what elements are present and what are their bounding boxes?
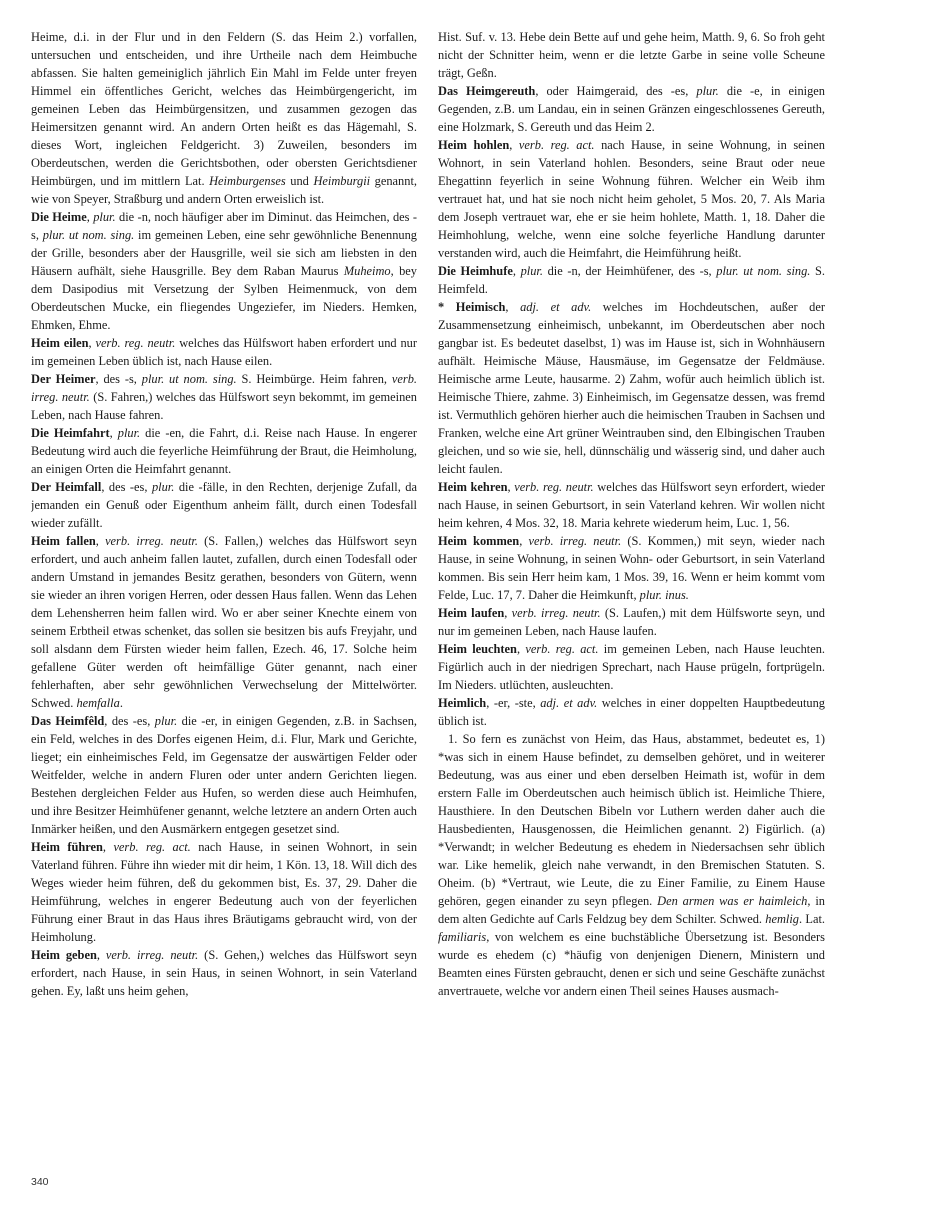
italic-term: familiaris: [438, 930, 487, 944]
italic-term: Heimburgii: [313, 174, 371, 188]
entry-text: (S. Fahren,) welches das Hülfswort seyn bekommt, im gemeinen Leben, nach Hause fahren.: [31, 390, 417, 422]
entry-text: , oder Haimgeraid, des -es,: [535, 84, 697, 98]
entry-text: ,: [516, 642, 526, 656]
entry-text: ,: [86, 210, 94, 224]
entry-headword: Heim kommen: [438, 534, 520, 548]
dictionary-entry: [438, 694, 825, 730]
entry-text: die -n, der Heimhüfener, des -s,: [542, 264, 717, 278]
grammar-note: verb. irreg. neutr.: [105, 534, 198, 548]
grammar-note: verb. reg. act.: [518, 138, 595, 152]
left-column: [31, 28, 417, 1178]
entry-text: die -er, in einigen Gegenden, z.B. in Sachsen, ein Feld, welches in des Dorfes eigenen Heim, d.i. Flur, Mark und Gerichte, lieget; ein einheimisches Feld, im Gegensatze der auswärtigen Felder oder Weitfelder, welche in andern Fluren oder unter andern Gerichten liegen. Bestehen dergleichen Felder aus Hufen, so werden diese auch Heimhufen, und ihre Besitzer Heimhüfener genannt, welche letztere an andern Orten auch Inmärker heißen, und den Ausmärkern entgegen gesetzet sind.: [31, 714, 417, 836]
entry-text: (S. Fallen,) welches das Hülfswort seyn erfordert, und auch anheim fallen lautet, zufallen, durch einen Todesfall oder andern Umstand in jemandes Besitz gerathen, besonders von Gütern, wenn sie wieder an ihren vorigen Herren, oder dessen Haus fallen. Wenn das Lehen dem Lehensherren heim fallen wird. Wo er aber seiner Knechte einem von seinem Erbtheil etwas schenket, das sollen sie besitzen bis aufs Freyjahr, und soll alsdann dem Fürsten wieder heim fallen, Ezech. 46, 17. Solche heim gefallene Güter werden oft heimfällige Güter genannt, nach einer fehlerhaften, aber sehr gewöhnlichen Verwechselung der Mittelwörter. Schwed.: [31, 534, 417, 710]
grammar-note: plur.: [93, 210, 116, 224]
grammar-note: verb. irreg. neutr.: [31, 372, 417, 404]
dictionary-entry: [31, 208, 417, 334]
dictionary-entry: [438, 730, 825, 1000]
entry-text: , von welchem es eine buchstäbliche Übersetzung ist. Besonders wurde es ehedem (c) *häufig von denjenigen Dienern, Ministern und Beamten eines Fürsten gebraucht, denen er sich und seine Geschäfte zunächst anvertrauete, welche vor andern einen Theil seines Hauses ausmach-: [438, 930, 825, 998]
entry-headword: Heim geben: [31, 948, 97, 962]
entry-text: , des -s,: [95, 372, 142, 386]
entry-text: 1. So fern es zunächst von Heim, das Haus, abstammet, bedeutet es, 1) *was sich in einem Hause befindet, zu demselben gehöret, und in weiterer Bedeutung, was aus einer und eben derselben Heimath ist, wofür in dem erstern Falle im Oberdeutschen auch heimisch üblich ist. Heimliche Thiere, Hausthiere. In den Deutschen Bibeln vor Luthern werden daher auch die Hausbedienten, Hausgenossen, die Heimlichen genannt. 2) Figürlich. (a) *Verwandt; in welcher Bedeutung es ehedem in Niedersachsen sehr üblich war. Like hemelik, gleich nahe verwandt, in den Bremischen Statuten. S. Oheim. (b) *Vertraut, wie Leute, die zu Einer Familie, zu Einem Hause gehören, gegen einander zu seyn pflegen.: [438, 732, 825, 908]
dictionary-entry: [31, 712, 417, 838]
entry-headword: Das Heimfêld: [31, 714, 105, 728]
page-number: 340: [31, 1176, 49, 1188]
grammar-note: plur. ut nom. sing.: [716, 264, 811, 278]
grammar-note: adj. et adv.: [520, 300, 592, 314]
entry-headword: Der Heimfall: [31, 480, 102, 494]
entry-headword: Heim eilen: [31, 336, 89, 350]
dictionary-entry: [31, 370, 417, 424]
entry-text: welches im Hochdeutschen, außer der Zusammensetzung einheimisch, unbekannt, im Oberdeutschen aber noch gangbar ist. Es bedeutet daselbst, 1) was im Hause ist, sich in Wohnhäusern aufhält. Heimische Mäuse, Hausmäuse, im Gegensatze der Feldmäuse. Heimische arme Leute, hausarme. 2) Zahm, wofür auch heimlich üblich ist. Heimische Thiere, zahme. 3) Einheimisch, im Gegensatze dessen, was fremd ist. Vermuthlich gehören hierher auch die heimischen Trauben in Sachsen und Franken, welche eine Art grüner Weintrauben sind, den Elbingischen Trauben gleichen, und so wie sie, hell, dünnschälig und wässerig sind, und daher auch leicht faulen.: [438, 300, 825, 476]
entry-text: im gemeinen Leben, eine sehr gewöhnliche Benennung der Grille, besonders aber der Hausgrille, weil sie sich am liebsten in den Häusern aufhält, siehe Hausgrille. Bey dem Raban Maurus: [31, 228, 417, 278]
entry-headword: Heim laufen: [438, 606, 505, 620]
dictionary-entry: [438, 262, 825, 298]
entry-text: welches das Hülfswort seyn erfordert, wieder nach Hause, in seinen Geburtsort, in sein Vaterland kehren. Wir wollen nicht heim kehren, 4 Mos. 32, 18. Maria kehrete wiederum heim, Luc. 1, 56.: [438, 480, 825, 530]
entry-text: (S. Laufen,) mit dem Hülfsworte seyn, und nur im gemeinen Leben, nach Hause laufen.: [438, 606, 825, 638]
entry-headword: Heim hohlen: [438, 138, 510, 152]
entry-headword: Die Heimhufe: [438, 264, 513, 278]
entry-text: ,: [509, 138, 519, 152]
entry-text: Hist. Suf. v. 13. Hebe dein Bette auf und gehe heim, Matth. 9, 6. So froh geht nicht der Schnitter heim, wenn er die letzte Garbe in seine volle Scheune trägt, Geßn.: [438, 30, 825, 80]
entry-headword: Der Heimer: [31, 372, 96, 386]
grammar-note: verb. reg. act.: [113, 840, 191, 854]
entry-text: S. Heimbürge. Heim fahren,: [236, 372, 392, 386]
grammar-note: verb. reg. neutr.: [95, 336, 176, 350]
entry-headword: Die Heime: [31, 210, 87, 224]
entry-text: , des -es,: [101, 480, 152, 494]
entry-text: und: [285, 174, 314, 188]
grammar-note: verb. irreg. neutr.: [528, 534, 622, 548]
entry-headword: Das Heimgereuth: [438, 84, 536, 98]
entry-text: Heime, d.i. in der Flur und in den Feldern (S. das Heim 2.) vorfallen, untersuchen und entscheiden, und ihre Urtheile nach dem Heimbuche abfassen. Sie halten gemeiniglich jährlich Ein Mahl im Felde unter freyen Himmel ein öffentliches Gericht, welches das Heimbürgengericht, im gemeinen Leben das Heimbürgensitzen, und zusammen gezogen das Heimersitzen genannt wird. An andern Orten heißt es das Hägemahl, S. dieses Wort, ingleichen Feldgericht. 3) Zuweilen, besonders im Oberdeutschen, werden die Gerichtsbothen, oder obersten Gerichtsdiener Heimbürgen, und im mittlern Lat.: [31, 30, 417, 188]
entry-text: ,: [88, 336, 96, 350]
entry-text: nach Hause, in seine Wohnung, in seinen Wohnort, in sein Vaterland hohlen. Besonders, seine Braut oder neue Ehegattinn feyerlich in seine Wohnung führen. Welcher ein Weib ihm vertrauet hat, und hat sie noch nicht heim geholet, 5 Mos. 20, 7. Als Maria dem Joseph vertrauet war, ehe er sie heim hohlete, Matth. 1, 18. Daher die Heimhohlung, welche, wenn eine solche feyerliche Handlung darunter verstanden wird, auch die Heimfahrt, die Heimführung heißt.: [438, 138, 825, 260]
dictionary-entry: [438, 478, 825, 532]
italic-term: Heimburgenses: [209, 174, 286, 188]
entry-text: die -n, noch häufiger aber im Diminut. das Heimchen, des -s,: [31, 210, 417, 242]
entry-text: ,: [96, 948, 106, 962]
entry-text: ,: [507, 480, 515, 494]
entry-text: die -fälle, in den Rechten, derjenige Zufall, da jemanden ein Genuß oder Eigenthum anheim fällt, durch einen Todesfall wieder zufällt.: [31, 480, 417, 530]
entry-headword: Heim leuchten: [438, 642, 517, 656]
entry-text: ,: [519, 534, 529, 548]
grammar-note: verb. irreg. neutr.: [511, 606, 601, 620]
entry-headword: Heimlich: [438, 696, 487, 710]
grammar-note: plur. ut nom. sing.: [42, 228, 135, 242]
entry-headword: Heim fallen: [31, 534, 96, 548]
dictionary-entry: [31, 838, 417, 946]
entry-headword: * Heimisch: [438, 300, 506, 314]
italic-term: hemfalla: [76, 696, 120, 710]
dictionary-entry: [438, 604, 825, 640]
entry-text: , in dem alten Gedichte auf Carls Feldzug bey dem Schilter. Schwed.: [438, 894, 825, 926]
entry-text: die -en, die Fahrt, d.i. Reise nach Hause. In engerer Bedeutung wird auch die feyerliche Heimführung der Braut, die Heimholung, an einigen Orten die Heimfahrt genannt.: [31, 426, 417, 476]
grammar-note: plur.: [520, 264, 543, 278]
grammar-note: verb. reg. act.: [525, 642, 599, 656]
dictionary-entry: [438, 298, 825, 478]
entry-text: nach Hause, in seinen Wohnort, in sein Vaterland führen. Führe ihn wieder mit dir heim, 1 Kön. 13, 18. Will dich des Weges wieder heim führen, deß du gekommen bist, Es. 37, 29. Daher die Heimführung, welches in engerer Bedeutung auch von der feyerlichen Führung einer Braut in das Haus ihres Bräutigams gebraucht wird, von der Heimholung.: [31, 840, 417, 944]
dictionary-entry: [31, 334, 417, 370]
entry-text: ,: [95, 534, 106, 548]
entry-headword: Die Heimfahrt: [31, 426, 110, 440]
dictionary-entry: [438, 532, 825, 604]
entry-text: die -e, in einigen Gegenden, z.B. um Landau, ein in seinen Gränzen eingeschlossenes Gereuth, eine Holzmark, S. Gereuth und das Heim 2.: [438, 84, 825, 134]
dictionary-entry: [438, 82, 825, 136]
entry-text: , bey dem Dasipodius mit Versetzung der Sylben Heimenmuck, von dem Oberdeutschen Mucke, ein fliegendes Ungeziefer, im Nieders. Hemken, Ehmken, Ehme.: [31, 264, 417, 332]
grammar-note: plur. inus.: [639, 588, 689, 602]
entry-text: S. Heimfeld.: [438, 264, 825, 296]
entry-text: (S. Gehen,) welches das Hülfswort seyn erfordert, nach Hause, in sein Haus, in seinen Wohnort, in sein Vaterland gehen. Ey, laßt uns heim gehen,: [31, 948, 417, 998]
entry-text: welches in einer doppelten Hauptbedeutung üblich ist.: [438, 696, 825, 728]
entry-text: ,: [504, 606, 512, 620]
grammar-note: plur.: [154, 714, 178, 728]
grammar-note: plur.: [117, 426, 141, 440]
entry-text: . Lat.: [799, 912, 825, 926]
right-column: [438, 28, 825, 1178]
grammar-note: adj. et adv.: [540, 696, 598, 710]
grammar-note: plur. ut nom. sing.: [141, 372, 237, 386]
entry-text: ,: [109, 426, 118, 440]
entry-text: , -er, -ste,: [486, 696, 541, 710]
entry-text: ,: [512, 264, 521, 278]
entry-headword: Heim führen: [31, 840, 103, 854]
entry-text: ,: [505, 300, 521, 314]
entry-text: welches das Hülfswort haben erfordert und nur im gemeinen Leben üblich ist, nach Hause eilen.: [31, 336, 417, 368]
dictionary-entry: [31, 28, 417, 208]
dictionary-entry: [31, 946, 417, 1000]
grammar-note: verb. reg. neutr.: [514, 480, 594, 494]
italic-term: hemlig: [765, 912, 800, 926]
entry-text: .: [119, 696, 123, 710]
grammar-note: plur.: [696, 84, 719, 98]
entry-text: genannt, wie von Speyer, Straßburg und andern Orten erweislich ist.: [31, 174, 417, 206]
entry-text: ,: [102, 840, 114, 854]
entry-text: , des -es,: [104, 714, 155, 728]
dictionary-entry: [438, 640, 825, 694]
entry-headword: Heim kehren: [438, 480, 508, 494]
dictionary-entry: [31, 424, 417, 478]
entry-text: im gemeinen Leben, nach Hause leuchten. Figürlich auch in der niedrigen Sprechart, nach Hause prügeln, fortprügeln. Im Nieders. utlüchten, ausleuchten.: [438, 642, 825, 692]
dictionary-entry: [438, 28, 825, 82]
dictionary-entry: [438, 136, 825, 262]
grammar-note: verb. irreg. neutr.: [105, 948, 199, 962]
dictionary-entry: [31, 478, 417, 532]
entry-text: (S. Kommen,) mit seyn, wieder nach Hause, in seine Wohnung, in seinen Wohn- oder Geburtsort, in sein Vaterland kommen. Bis sein Herr heim kam, 1 Mos. 39, 16. Wenn er heim kommt vom Felde, Luc. 17, 7. Daher die Heimkunft,: [438, 534, 825, 602]
italic-term: Muheimo: [343, 264, 391, 278]
grammar-note: plur.: [151, 480, 175, 494]
dictionary-entry: [31, 532, 417, 712]
italic-term: Den armen was er haimleich: [657, 894, 808, 908]
